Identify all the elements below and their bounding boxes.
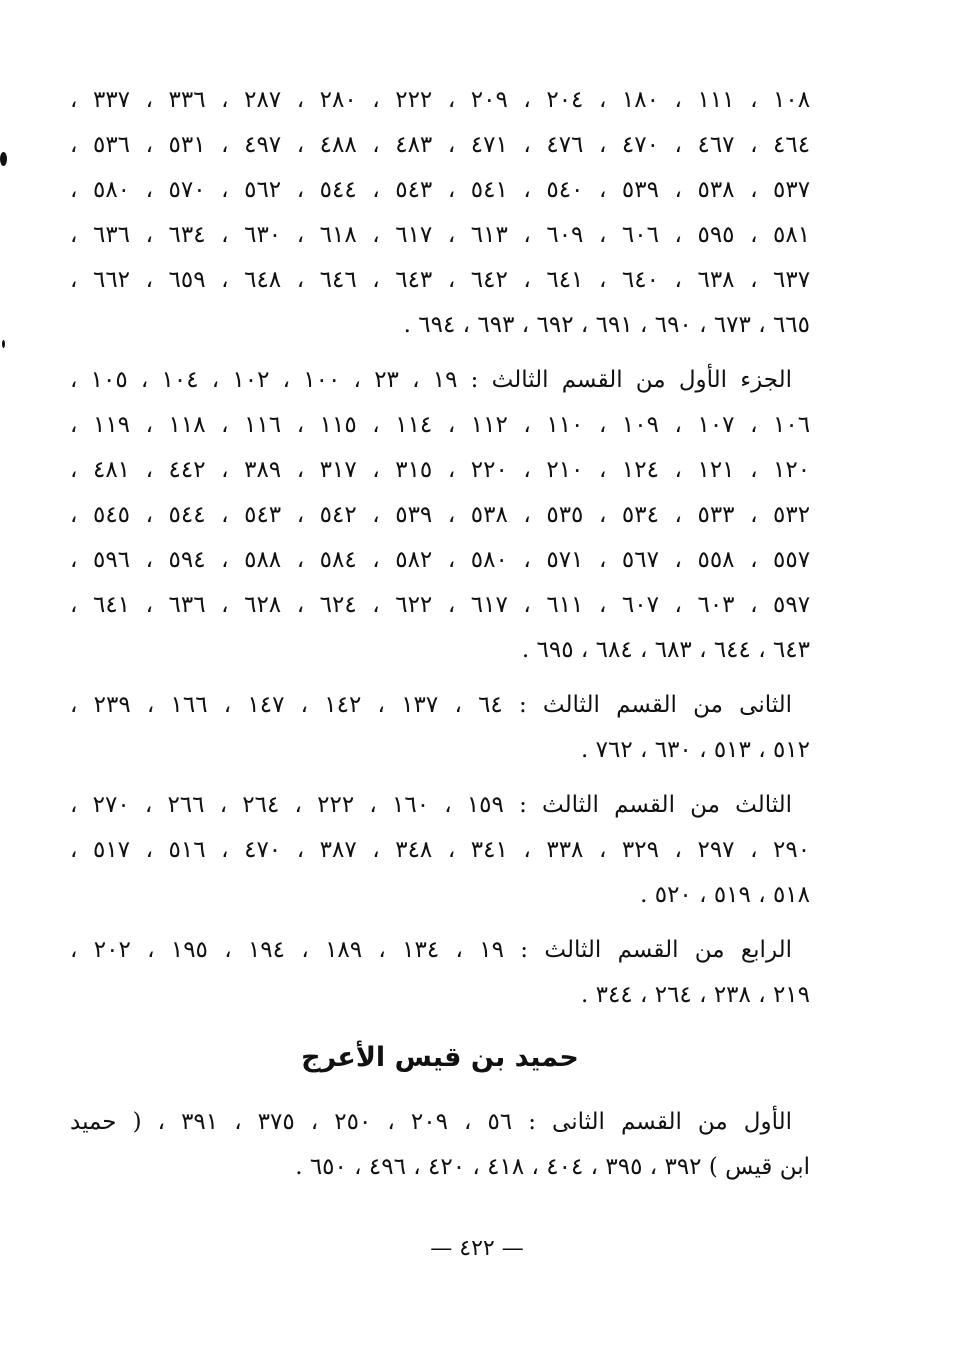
index-line: ١٢٠ ، ١٢١ ، ١٢٤ ، ٢١٠ ، ٢٢٠ ، ٣١٥ ، ٣١٧ ، ٣٨٩ ، ٤٤٢ ، ٤٨١ ،	[70, 457, 810, 483]
index-line: ٦٦٥ ، ٦٧٣ ، ٦٩٠ ، ٦٩١ ، ٦٩٢ ، ٦٩٣ ، ٦٩٤ .	[403, 312, 810, 338]
index-line: ٥١٨ ، ٥١٩ ، ٥٢٠ .	[640, 882, 810, 908]
index-section-part-4	[70, 928, 810, 1018]
index-section-final	[70, 1100, 810, 1190]
index-line: ٦٣٧ ، ٦٣٨ ، ٦٤٠ ، ٦٤١ ، ٦٤٢ ، ٦٤٣ ، ٦٤٦ ، ٦٤٨ ، ٦٥٩ ، ٦٦٢ ،	[70, 267, 810, 293]
index-section-part-3	[70, 783, 810, 918]
index-line: ١٠٨ ، ١١١ ، ١٨٠ ، ٢٠٤ ، ٢٠٩ ، ٢٢٢ ، ٢٨٠ ، ٢٨٧ ، ٣٣٦ ، ٣٣٧ ،	[70, 87, 810, 113]
index-line: ٥٩٧ ، ٦٠٣ ، ٦٠٧ ، ٦١١ ، ٦١٧ ، ٦٢٢ ، ٦٢٤ ، ٦٢٨ ، ٦٣٦ ، ٦٤١ ،	[70, 592, 810, 618]
index-line: الأول من القسم الثانى : ٥٦ ، ٢٠٩ ، ٢٥٠ ، ٣٧٥ ، ٣٩١ ، ( حميد	[70, 1109, 793, 1135]
index-section-part-1	[70, 358, 810, 673]
index-line: ٥١٢ ، ٥١٣ ، ٦٣٠ ، ٧٦٢ .	[580, 737, 810, 763]
entry-heading: حميد بن قيس الأعرج	[301, 1042, 579, 1073]
index-line: ابن قيس ) ٣٩٢ ، ٣٩٥ ، ٤٠٤ ، ٤١٨ ، ٤٢٠ ، ٤٩٦ ، ٦٥٠ .	[295, 1154, 810, 1180]
index-section-continued	[70, 78, 810, 348]
index-line: ٥٨١ ، ٥٩٥ ، ٦٠٦ ، ٦٠٩ ، ٦١٣ ، ٦١٧ ، ٦١٨ ، ٦٣٠ ، ٦٣٤ ، ٦٣٦ ،	[70, 222, 810, 248]
index-line: ٢٩٠ ، ٢٩٧ ، ٣٢٩ ، ٣٣٨ ، ٣٤١ ، ٣٤٨ ، ٣٨٧ ، ٤٧٠ ، ٥١٦ ، ٥١٧ ،	[70, 837, 810, 863]
index-text-block	[70, 78, 810, 1200]
index-line: ٥٣٢ ، ٥٣٣ ، ٥٣٤ ، ٥٣٥ ، ٥٣٨ ، ٥٣٩ ، ٥٤٢ ، ٥٤٣ ، ٥٤٤ ، ٥٤٥ ،	[70, 502, 810, 528]
index-line: ٢١٩ ، ٢٣٨ ، ٢٦٤ ، ٣٤٤ .	[580, 982, 810, 1008]
index-line: الثالث من القسم الثالث : ١٥٩ ، ١٦٠ ، ٢٢٢ ، ٢٦٤ ، ٢٦٦ ، ٢٧٠ ،	[70, 792, 793, 818]
index-line: ٥٣٧ ، ٥٣٨ ، ٥٣٩ ، ٥٤٠ ، ٥٤١ ، ٥٤٣ ، ٥٤٤ ، ٥٦٢ ، ٥٧٠ ، ٥٨٠ ،	[70, 177, 810, 203]
scan-mark	[0, 152, 7, 166]
page-number: — ٤٢٢ —	[430, 1236, 524, 1261]
index-line: ١٠٦ ، ١٠٧ ، ١٠٩ ، ١١٠ ، ١١٢ ، ١١٤ ، ١١٥ ، ١١٦ ، ١١٨ ، ١١٩ ،	[70, 412, 810, 438]
index-line: ٤٦٤ ، ٤٦٧ ، ٤٧٠ ، ٤٧٦ ، ٤٧١ ، ٤٨٣ ، ٤٨٨ ، ٤٩٧ ، ٥٣١ ، ٥٣٦ ،	[70, 132, 810, 158]
index-line: ٦٤٣ ، ٦٤٤ ، ٦٨٣ ، ٦٨٤ ، ٦٩٥ .	[521, 637, 810, 663]
index-line: الثانى من القسم الثالث : ٦٤ ، ١٣٧ ، ١٤٢ ، ١٤٧ ، ١٦٦ ، ٢٣٩ ،	[70, 692, 793, 718]
index-line: ٥٥٧ ، ٥٥٨ ، ٥٦٧ ، ٥٧١ ، ٥٨٠ ، ٥٨٢ ، ٥٨٤ ، ٥٨٨ ، ٥٩٤ ، ٥٩٦ ،	[70, 547, 810, 573]
index-line: الرابع من القسم الثالث : ١٩ ، ١٣٤ ، ١٨٩ ، ١٩٤ ، ١٩٥ ، ٢٠٢ ،	[70, 937, 793, 963]
scan-mark	[2, 340, 5, 348]
index-line: الجزء الأول من القسم الثالث : ١٩ ، ٢٣ ، ١٠٠ ، ١٠٢ ، ١٠٤ ، ١٠٥ ،	[70, 367, 793, 393]
index-section-part-2	[70, 683, 810, 773]
